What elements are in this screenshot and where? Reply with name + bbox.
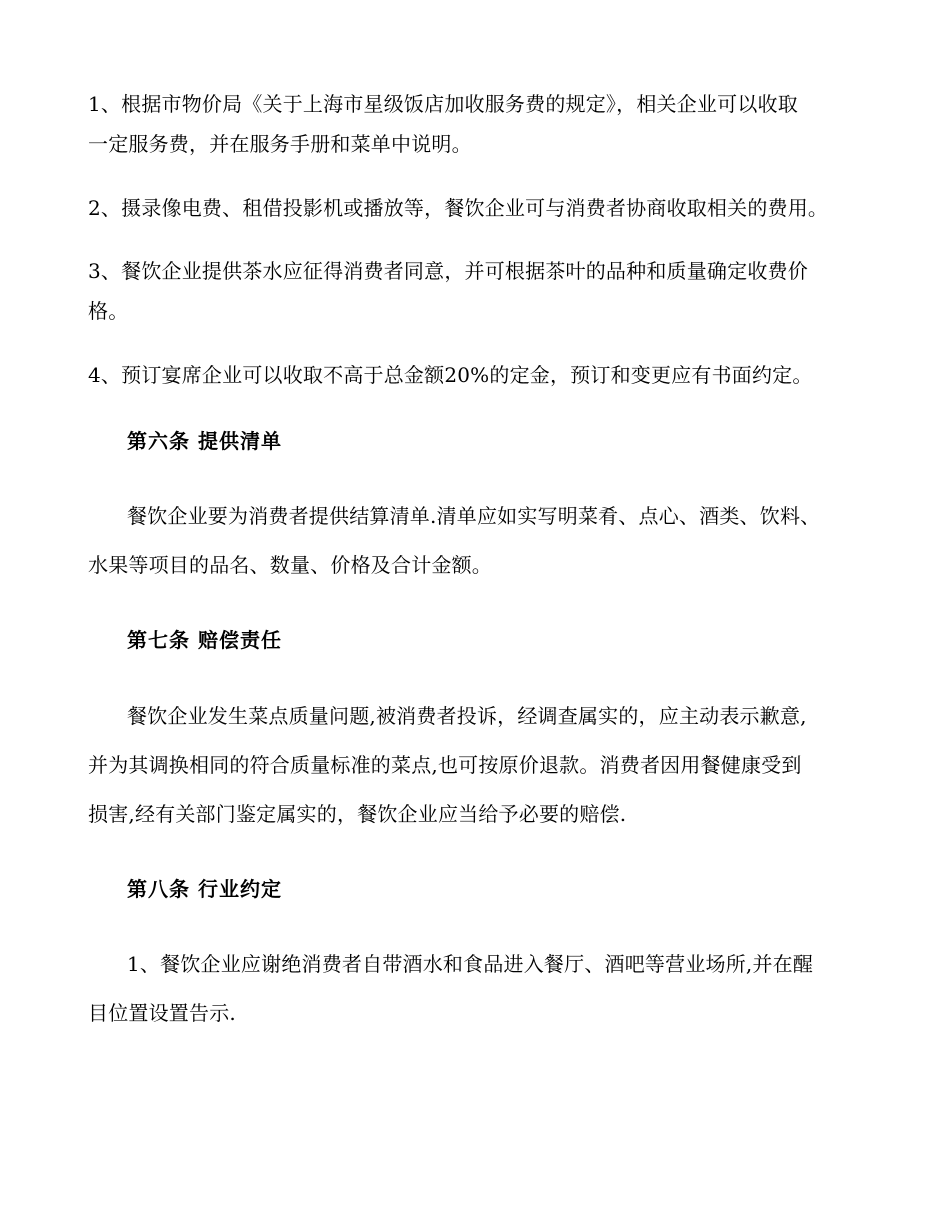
section-8-line-2: 目位置设置告示.: [88, 1001, 236, 1025]
paragraph-1-line-1: 1、根据市物价局《关于上海市星级饭店加收服务费的规定》，相关企业可以收取: [88, 92, 798, 116]
section-7-line-2: 并为其调换相同的符合质量标准的菜点,也可按原价退款。消费者因用餐健康受到: [88, 753, 802, 777]
section-7-line-1: 餐饮企业发生菜点质量问题,被消费者投诉，经调查属实的，应主动表示歉意,: [127, 704, 807, 728]
section-6-heading: 第六条 提供清单: [127, 429, 282, 453]
section-7-line-3: 损害,经有关部门鉴定属实的，餐饮企业应当给予必要的赔偿.: [88, 802, 627, 826]
section-8-heading: 第八条 行业约定: [127, 877, 282, 901]
section-6-line-2: 水果等项目的品名、数量、价格及合计金额。: [88, 553, 492, 577]
paragraph-3-line-2: 格。: [88, 299, 129, 323]
section-8-line-1: 1、餐饮企业应谢绝消费者自带酒水和食品进入餐厅、酒吧等营业场所,并在醒: [127, 952, 814, 976]
section-7-heading: 第七条 赔偿责任: [127, 628, 282, 652]
section-6-line-1: 餐饮企业要为消费者提供结算清单.清单应如实写明菜肴、点心、酒类、饮料、: [127, 504, 821, 528]
paragraph-1-line-2: 一定服务费，并在服务手册和菜单中说明。: [88, 132, 472, 156]
paragraph-4-line-1: 4、预订宴席企业可以收取不高于总金额20%的定金，预订和变更应有书面约定。: [88, 363, 813, 387]
paragraph-3-line-1: 3、餐饮企业提供茶水应征得消费者同意，并可根据茶叶的品种和质量确定收费价: [88, 259, 808, 283]
paragraph-2-line-1: 2、摄录像电费、租借投影机或播放等，餐饮企业可与消费者协商收取相关的费用。: [88, 196, 829, 220]
